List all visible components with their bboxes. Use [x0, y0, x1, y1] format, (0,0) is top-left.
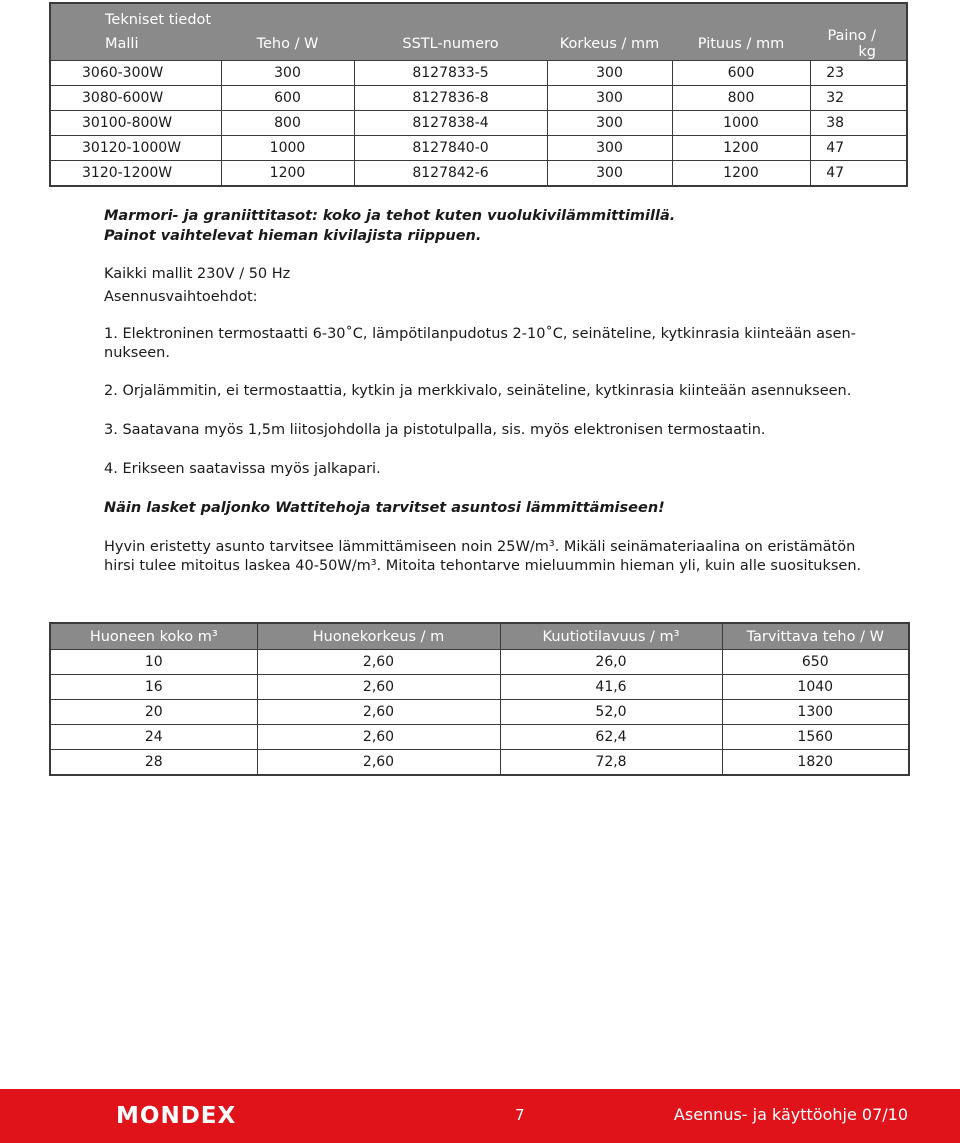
table-cell: 800: [672, 86, 810, 111]
table-cell: 8127840-0: [354, 136, 547, 161]
table-cell: 23: [810, 61, 907, 86]
table-cell: 1200: [672, 136, 810, 161]
table-row: [50, 650, 909, 675]
room-table-header-row: [50, 623, 909, 650]
table-row: [50, 700, 909, 725]
spec-header-cell: Pituus / mm: [672, 28, 810, 61]
table-cell: 28: [50, 750, 257, 776]
options-heading: Asennusvaihtoehdot:: [104, 289, 258, 305]
table-row: [50, 725, 909, 750]
stone-note-line1: Marmori- ja graniittitasot: koko ja tehot kuten vuolukivilämmittimillä.: [104, 208, 676, 224]
voltage-note: Kaikki mallit 230V / 50 Hz: [104, 266, 291, 282]
table-cell: 20: [50, 700, 257, 725]
table-cell: 26,0: [500, 650, 722, 675]
spec-table-header-row: [50, 28, 907, 61]
table-cell: 32: [810, 86, 907, 111]
table-cell: 800: [221, 111, 354, 136]
spec-header-cell: SSTL-numero: [354, 28, 547, 61]
table-cell: 2,60: [257, 700, 500, 725]
document-title: Asennus- ja käyttöohje 07/10: [673, 1105, 908, 1124]
table-cell: 1200: [221, 161, 354, 187]
room-header-cell: Tarvittava teho / W: [722, 623, 909, 650]
table-cell: 38: [810, 111, 907, 136]
table-row: [50, 136, 907, 161]
brand-logo: MONDEX: [116, 1103, 237, 1129]
option-3: 3. Saatavana myös 1,5m liitosjohdolla ja pistotulpalla, sis. myös elektronisen termostaatin.: [104, 422, 766, 438]
table-cell: 8127836-8: [354, 86, 547, 111]
table-cell: 650: [722, 650, 909, 675]
table-cell: 30120-1000W: [50, 136, 221, 161]
calc-line1: Hyvin eristetty asunto tarvitsee lämmittämiseen noin 25W/m³. Mikäli seinämateriaalina on eristämätön: [104, 539, 856, 555]
table-row: [50, 86, 907, 111]
table-cell: 3120-1200W: [50, 161, 221, 187]
table-cell: 3060-300W: [50, 61, 221, 86]
table-cell: 600: [221, 86, 354, 111]
table-cell: 1000: [221, 136, 354, 161]
table-cell: 8127833-5: [354, 61, 547, 86]
table-row: [50, 61, 907, 86]
table-cell: 30100-800W: [50, 111, 221, 136]
table-row: [50, 161, 907, 187]
table-cell: 300: [547, 111, 672, 136]
table-cell: 300: [547, 161, 672, 187]
footer-bar: [0, 1089, 960, 1143]
table-cell: 2,60: [257, 750, 500, 776]
table-cell: 41,6: [500, 675, 722, 700]
stone-note-line2: Painot vaihtelevat hieman kivilajista riippuen.: [104, 228, 482, 244]
table-row: [50, 111, 907, 136]
page-number: 7: [515, 1106, 525, 1124]
table-row: [50, 675, 909, 700]
table-cell: 2,60: [257, 675, 500, 700]
calc-line2: hirsi tulee mitoitus laskea 40-50W/m³. Mitoita tehontarve mieluummin hieman yli, kuin alle suosituksen.: [104, 558, 862, 574]
table-cell: 47: [810, 161, 907, 187]
table-cell: 1820: [722, 750, 909, 776]
room-header-cell: Kuutiotilavuus / m³: [500, 623, 722, 650]
spec-header-cell: Teho / W: [221, 28, 354, 61]
table-cell: 16: [50, 675, 257, 700]
table-cell: 300: [547, 86, 672, 111]
table-cell: 10: [50, 650, 257, 675]
spec-header-cell: Malli: [50, 28, 221, 61]
spec-table-caption: Tekniset tiedot: [50, 3, 907, 28]
spec-header-cell: Paino / kg: [810, 28, 907, 61]
option-1-line1: 1. Elektroninen termostaatti 6-30˚C, lämpötilanpudotus 2-10˚C, seinäteline, kytkinrasia kiinteään asen-: [104, 326, 856, 342]
room-header-cell: Huoneen koko m³: [50, 623, 257, 650]
table-cell: 300: [547, 61, 672, 86]
table-cell: 3080-600W: [50, 86, 221, 111]
calc-heading: Näin lasket paljonko Wattitehoja tarvitset asuntosi lämmittämiseen!: [104, 500, 665, 516]
table-cell: 300: [547, 136, 672, 161]
option-4: 4. Erikseen saatavissa myös jalkapari.: [104, 461, 381, 477]
table-cell: 600: [672, 61, 810, 86]
table-cell: 52,0: [500, 700, 722, 725]
room-header-cell: Huonekorkeus / m: [257, 623, 500, 650]
table-cell: 300: [221, 61, 354, 86]
option-1-line2: nukseen.: [104, 345, 170, 361]
table-cell: 2,60: [257, 650, 500, 675]
table-cell: 62,4: [500, 725, 722, 750]
table-row: [50, 750, 909, 776]
table-cell: 8127838-4: [354, 111, 547, 136]
table-cell: 1000: [672, 111, 810, 136]
table-cell: 2,60: [257, 725, 500, 750]
table-cell: 1040: [722, 675, 909, 700]
table-cell: 47: [810, 136, 907, 161]
table-cell: 24: [50, 725, 257, 750]
room-table: [49, 622, 910, 776]
spec-header-cell: Korkeus / mm: [547, 28, 672, 61]
table-cell: 1560: [722, 725, 909, 750]
table-cell: 8127842-6: [354, 161, 547, 187]
table-cell: 72,8: [500, 750, 722, 776]
option-2: 2. Orjalämmitin, ei termostaattia, kytkin ja merkkivalo, seinäteline, kytkinrasia kiinteään asennukseen.: [104, 383, 852, 399]
spec-table: [49, 2, 908, 187]
table-cell: 1200: [672, 161, 810, 187]
table-cell: 1300: [722, 700, 909, 725]
